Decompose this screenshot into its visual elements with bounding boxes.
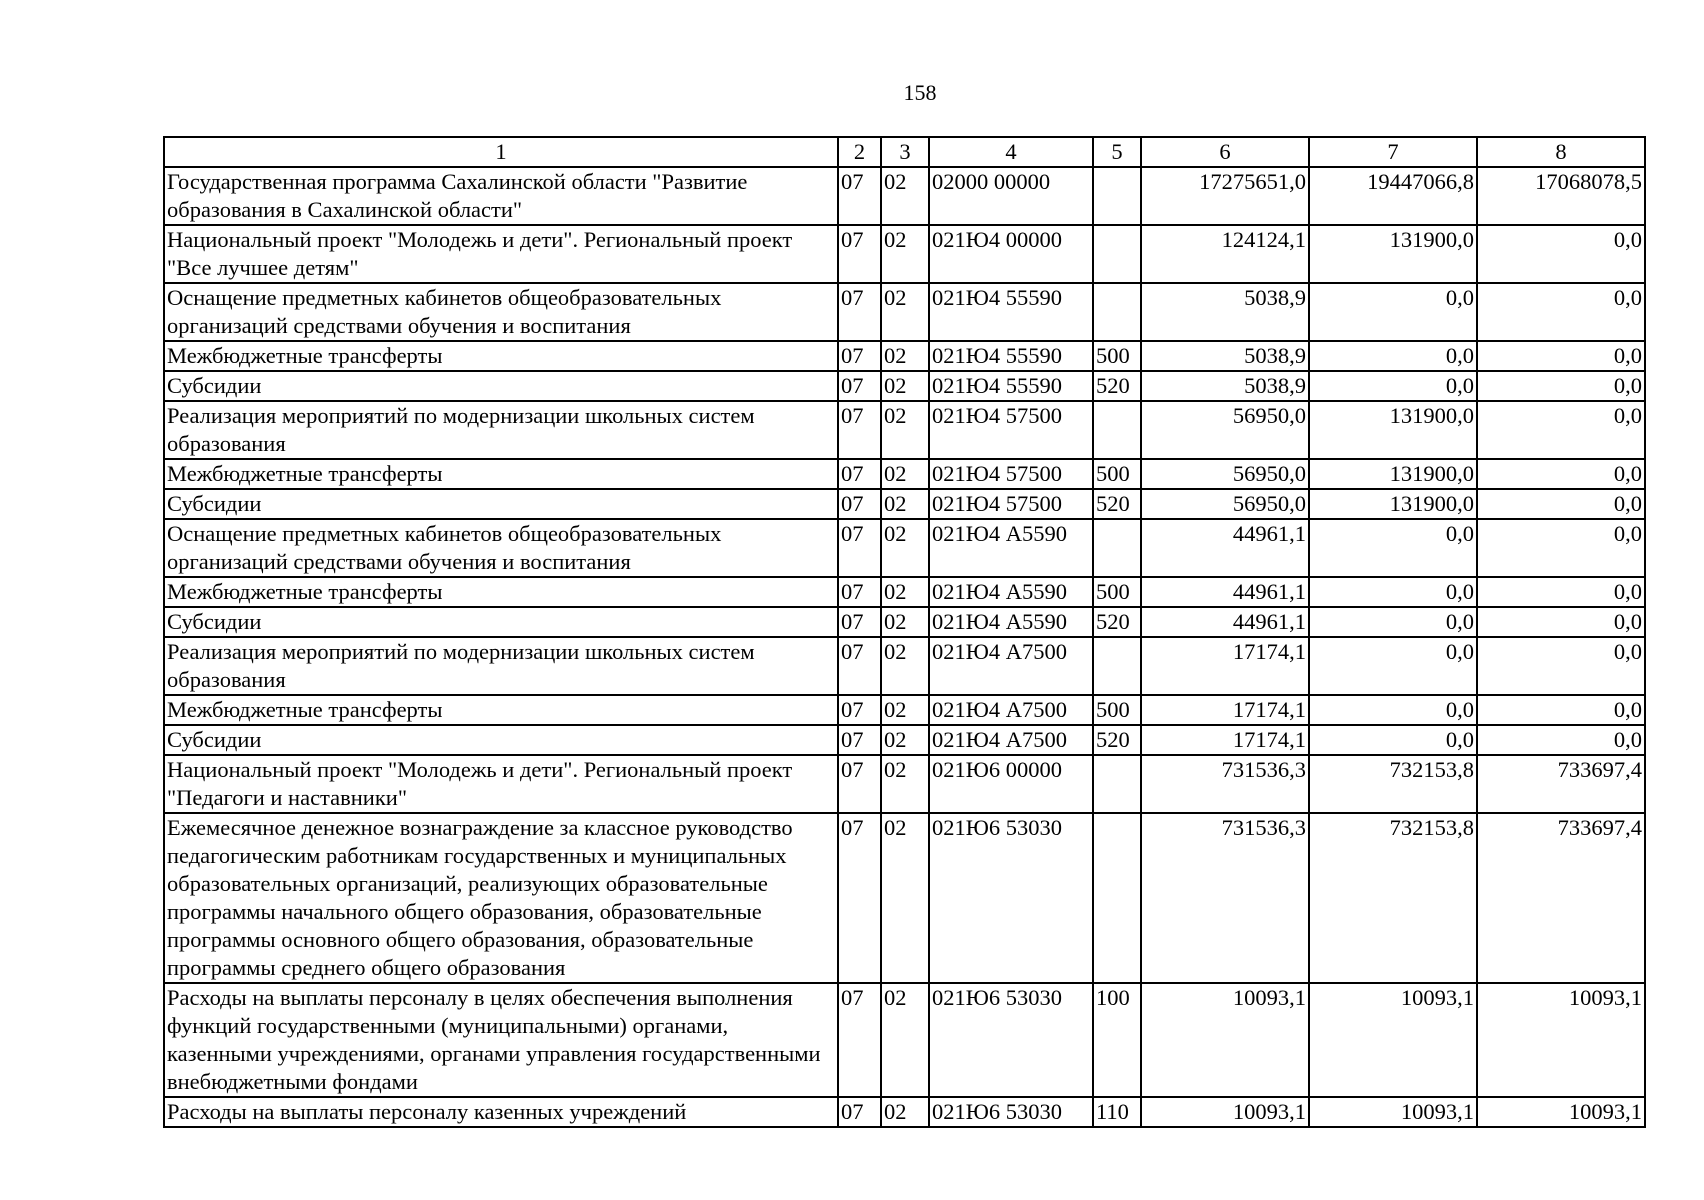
section-code-cell: 07 [838,755,881,813]
amount-col8-cell: 0,0 [1477,401,1645,459]
section-code-cell: 07 [838,1097,881,1127]
row-name-cell: Расходы на выплаты персоналу казенных учреждений [164,1097,838,1127]
expense-type-cell: 520 [1093,489,1141,519]
target-article-cell: 021Ю4 55590 [929,283,1093,341]
subsection-code-cell: 02 [881,371,929,401]
amount-col7-cell: 131900,0 [1309,225,1477,283]
target-article-cell: 021Ю6 53030 [929,983,1093,1097]
target-article-cell: 021Ю4 57500 [929,401,1093,459]
table-row [164,695,1645,725]
amount-col6-cell: 44961,1 [1141,519,1309,577]
subsection-code-cell: 02 [881,637,929,695]
amount-col6-cell: 5038,9 [1141,341,1309,371]
expense-type-cell: 500 [1093,341,1141,371]
header-cell: 2 [838,137,881,167]
expense-type-cell: 520 [1093,607,1141,637]
subsection-code-cell: 02 [881,1097,929,1127]
subsection-code-cell: 02 [881,755,929,813]
section-code-cell: 07 [838,371,881,401]
table-row [164,577,1645,607]
section-code-cell: 07 [838,489,881,519]
section-code-cell: 07 [838,607,881,637]
table-row [164,489,1645,519]
header-cell: 4 [929,137,1093,167]
row-name-cell: Субсидии [164,725,838,755]
row-name-cell: Оснащение предметных кабинетов общеобразовательных организаций средствами обучения и воспитания [164,519,838,577]
amount-col6-cell: 5038,9 [1141,371,1309,401]
expense-type-cell: 500 [1093,695,1141,725]
table-row [164,371,1645,401]
subsection-code-cell: 02 [881,401,929,459]
target-article-cell: 021Ю4 А5590 [929,519,1093,577]
amount-col8-cell: 0,0 [1477,607,1645,637]
amount-col6-cell: 17174,1 [1141,725,1309,755]
section-code-cell: 07 [838,167,881,225]
row-name-cell: Национальный проект "Молодежь и дети". Региональный проект "Все лучшее детям" [164,225,838,283]
amount-col8-cell: 0,0 [1477,695,1645,725]
target-article-cell: 021Ю4 А7500 [929,695,1093,725]
amount-col7-cell: 10093,1 [1309,983,1477,1097]
table-row [164,637,1645,695]
section-code-cell: 07 [838,519,881,577]
amount-col7-cell: 0,0 [1309,725,1477,755]
amount-col7-cell: 131900,0 [1309,401,1477,459]
row-name-cell: Межбюджетные трансферты [164,695,838,725]
subsection-code-cell: 02 [881,167,929,225]
header-cell: 7 [1309,137,1477,167]
amount-col8-cell: 0,0 [1477,725,1645,755]
expense-type-cell [1093,637,1141,695]
target-article-cell: 021Ю4 55590 [929,341,1093,371]
row-name-cell: Реализация мероприятий по модернизации школьных систем образования [164,401,838,459]
target-article-cell: 021Ю4 57500 [929,459,1093,489]
target-article-cell: 021Ю4 А5590 [929,577,1093,607]
section-code-cell: 07 [838,813,881,983]
header-cell: 1 [164,137,838,167]
row-name-cell: Межбюджетные трансферты [164,341,838,371]
header-cell: 3 [881,137,929,167]
table-row [164,755,1645,813]
amount-col6-cell: 731536,3 [1141,813,1309,983]
amount-col6-cell: 5038,9 [1141,283,1309,341]
amount-col8-cell: 0,0 [1477,459,1645,489]
table-row [164,167,1645,225]
amount-col8-cell: 733697,4 [1477,813,1645,983]
amount-col8-cell: 0,0 [1477,225,1645,283]
row-name-cell: Субсидии [164,371,838,401]
amount-col8-cell: 0,0 [1477,283,1645,341]
subsection-code-cell: 02 [881,459,929,489]
row-name-cell: Реализация мероприятий по модернизации школьных систем образования [164,637,838,695]
row-name-cell: Субсидии [164,607,838,637]
subsection-code-cell: 02 [881,577,929,607]
amount-col8-cell: 0,0 [1477,489,1645,519]
amount-col8-cell: 0,0 [1477,519,1645,577]
amount-col7-cell: 131900,0 [1309,459,1477,489]
amount-col8-cell: 0,0 [1477,637,1645,695]
amount-col6-cell: 56950,0 [1141,489,1309,519]
amount-col6-cell: 124124,1 [1141,225,1309,283]
amount-col7-cell: 0,0 [1309,341,1477,371]
amount-col8-cell: 10093,1 [1477,983,1645,1097]
target-article-cell: 02000 00000 [929,167,1093,225]
amount-col6-cell: 56950,0 [1141,459,1309,489]
row-name-cell: Ежемесячное денежное вознаграждение за классное руководство педагогическим работникам государственных и муниципальных образовательных организаций, реализующих образовательные программы начального общего образования, образовательные программы основного общего образования, образовательные программы среднего общего образования [164,813,838,983]
expense-type-cell: 520 [1093,725,1141,755]
header-cell: 8 [1477,137,1645,167]
amount-col8-cell: 0,0 [1477,577,1645,607]
row-name-cell: Межбюджетные трансферты [164,577,838,607]
subsection-code-cell: 02 [881,607,929,637]
amount-col7-cell: 0,0 [1309,695,1477,725]
amount-col7-cell: 10093,1 [1309,1097,1477,1127]
table-row [164,225,1645,283]
target-article-cell: 021Ю4 А7500 [929,637,1093,695]
subsection-code-cell: 02 [881,695,929,725]
row-name-cell: Национальный проект "Молодежь и дети". Региональный проект "Педагоги и наставники" [164,755,838,813]
subsection-code-cell: 02 [881,725,929,755]
row-name-cell: Расходы на выплаты персоналу в целях обеспечения выполнения функций государственными (муниципальными) органами, казенными учреждениями, органами управления государственными внебюджетными фондами [164,983,838,1097]
amount-col6-cell: 56950,0 [1141,401,1309,459]
amount-col6-cell: 44961,1 [1141,607,1309,637]
amount-col6-cell: 17174,1 [1141,695,1309,725]
row-name-cell: Субсидии [164,489,838,519]
amount-col6-cell: 10093,1 [1141,1097,1309,1127]
amount-col7-cell: 0,0 [1309,283,1477,341]
amount-col6-cell: 44961,1 [1141,577,1309,607]
amount-col8-cell: 0,0 [1477,371,1645,401]
expense-type-cell: 500 [1093,577,1141,607]
subsection-code-cell: 02 [881,341,929,371]
amount-col7-cell: 0,0 [1309,519,1477,577]
budget-table [163,136,1646,1128]
section-code-cell: 07 [838,401,881,459]
table-row [164,341,1645,371]
row-name-cell: Государственная программа Сахалинской области "Развитие образования в Сахалинской области" [164,167,838,225]
expense-type-cell [1093,167,1141,225]
subsection-code-cell: 02 [881,519,929,577]
expense-type-cell [1093,283,1141,341]
amount-col8-cell: 733697,4 [1477,755,1645,813]
target-article-cell: 021Ю4 55590 [929,371,1093,401]
header-row [164,137,1645,167]
subsection-code-cell: 02 [881,813,929,983]
table-row [164,607,1645,637]
section-code-cell: 07 [838,283,881,341]
section-code-cell: 07 [838,637,881,695]
expense-type-cell: 100 [1093,983,1141,1097]
amount-col7-cell: 131900,0 [1309,489,1477,519]
table-body [164,167,1645,1127]
expense-type-cell [1093,225,1141,283]
row-name-cell: Межбюджетные трансферты [164,459,838,489]
section-code-cell: 07 [838,695,881,725]
table-row [164,401,1645,459]
target-article-cell: 021Ю6 00000 [929,755,1093,813]
header-cell: 6 [1141,137,1309,167]
amount-col7-cell: 732153,8 [1309,755,1477,813]
row-name-cell: Оснащение предметных кабинетов общеобразовательных организаций средствами обучения и воспитания [164,283,838,341]
target-article-cell: 021Ю4 00000 [929,225,1093,283]
amount-col7-cell: 0,0 [1309,637,1477,695]
amount-col8-cell: 10093,1 [1477,1097,1645,1127]
section-code-cell: 07 [838,577,881,607]
expense-type-cell [1093,755,1141,813]
subsection-code-cell: 02 [881,489,929,519]
expense-type-cell [1093,401,1141,459]
expense-type-cell: 500 [1093,459,1141,489]
expense-type-cell: 110 [1093,1097,1141,1127]
amount-col7-cell: 0,0 [1309,577,1477,607]
amount-col6-cell: 10093,1 [1141,983,1309,1097]
amount-col7-cell: 732153,8 [1309,813,1477,983]
section-code-cell: 07 [838,983,881,1097]
expense-type-cell: 520 [1093,371,1141,401]
amount-col6-cell: 731536,3 [1141,755,1309,813]
amount-col6-cell: 17174,1 [1141,637,1309,695]
section-code-cell: 07 [838,725,881,755]
header-cell: 5 [1093,137,1141,167]
table-row [164,459,1645,489]
table-row [164,725,1645,755]
target-article-cell: 021Ю4 А7500 [929,725,1093,755]
table-row [164,1097,1645,1127]
amount-col7-cell: 0,0 [1309,371,1477,401]
target-article-cell: 021Ю6 53030 [929,1097,1093,1127]
amount-col6-cell: 17275651,0 [1141,167,1309,225]
target-article-cell: 021Ю6 53030 [929,813,1093,983]
amount-col7-cell: 0,0 [1309,607,1477,637]
amount-col7-cell: 19447066,8 [1309,167,1477,225]
page-number: 158 [903,80,937,105]
section-code-cell: 07 [838,341,881,371]
expense-type-cell [1093,519,1141,577]
subsection-code-cell: 02 [881,283,929,341]
subsection-code-cell: 02 [881,983,929,1097]
target-article-cell: 021Ю4 57500 [929,489,1093,519]
amount-col8-cell: 0,0 [1477,341,1645,371]
table-row [164,983,1645,1097]
section-code-cell: 07 [838,225,881,283]
amount-col8-cell: 17068078,5 [1477,167,1645,225]
expense-type-cell [1093,813,1141,983]
table-row [164,813,1645,983]
section-code-cell: 07 [838,459,881,489]
table-row [164,283,1645,341]
subsection-code-cell: 02 [881,225,929,283]
target-article-cell: 021Ю4 А5590 [929,607,1093,637]
table-row [164,519,1645,577]
